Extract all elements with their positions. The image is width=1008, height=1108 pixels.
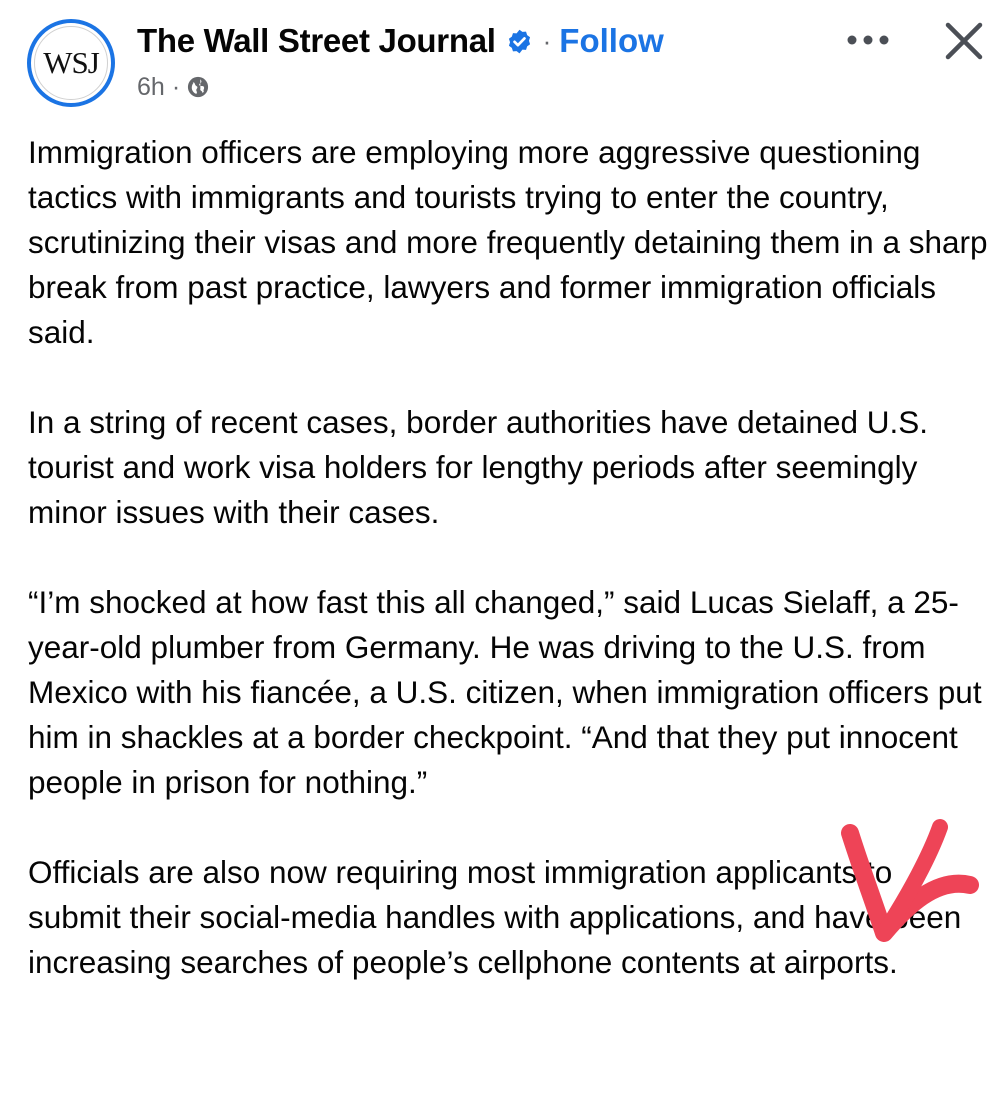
more-options-button[interactable] xyxy=(838,20,898,60)
post-meta xyxy=(137,70,209,104)
more-options-icon xyxy=(846,34,890,46)
post-timestamp[interactable]: 6h xyxy=(137,72,165,101)
meta-separator: · xyxy=(171,72,181,101)
globe-icon[interactable] xyxy=(187,76,209,98)
avatar-logo-text: WSJ xyxy=(34,26,108,100)
post-paragraph-2: In a string of recent cases, border authorities have detained U.S. tourist and work visa holders for lengthy periods after seemingly minor issues with their cases. xyxy=(28,404,929,530)
red-check-mark-icon xyxy=(836,815,996,950)
header-separator: · xyxy=(542,25,552,56)
post-paragraph-3: “I’m shocked at how fast this all changed,” said Lucas Sielaff, a 25-year-old plumber from Germany. He was driving to the U.S. from Mexico with his fiancée, a U.S. citizen, when immigration officers put him in shackles at a border checkpoint. “And that they put innocent people in prison for nothing.” xyxy=(28,584,982,800)
follow-button[interactable]: Follow xyxy=(559,22,664,59)
header-title-line xyxy=(137,18,664,64)
verified-badge-icon xyxy=(506,28,533,55)
close-button[interactable] xyxy=(937,14,991,68)
post-paragraph-1: Immigration officers are employing more aggressive questioning tactics with immigrants and tourists trying to enter the country, scrutinizing their visas and more frequently detaining them in a sharp break from past practice, lawyers and former immigration officials said. xyxy=(28,134,988,350)
post-paragraph-4: Officials are also now requiring most immigration applicants to submit their social-media handles with applications, and have been increasing searches of people’s cellphone contents at airports. xyxy=(28,854,962,980)
close-icon xyxy=(944,21,984,61)
page-name-link[interactable]: The Wall Street Journal xyxy=(137,22,496,59)
page-avatar[interactable] xyxy=(27,19,115,107)
